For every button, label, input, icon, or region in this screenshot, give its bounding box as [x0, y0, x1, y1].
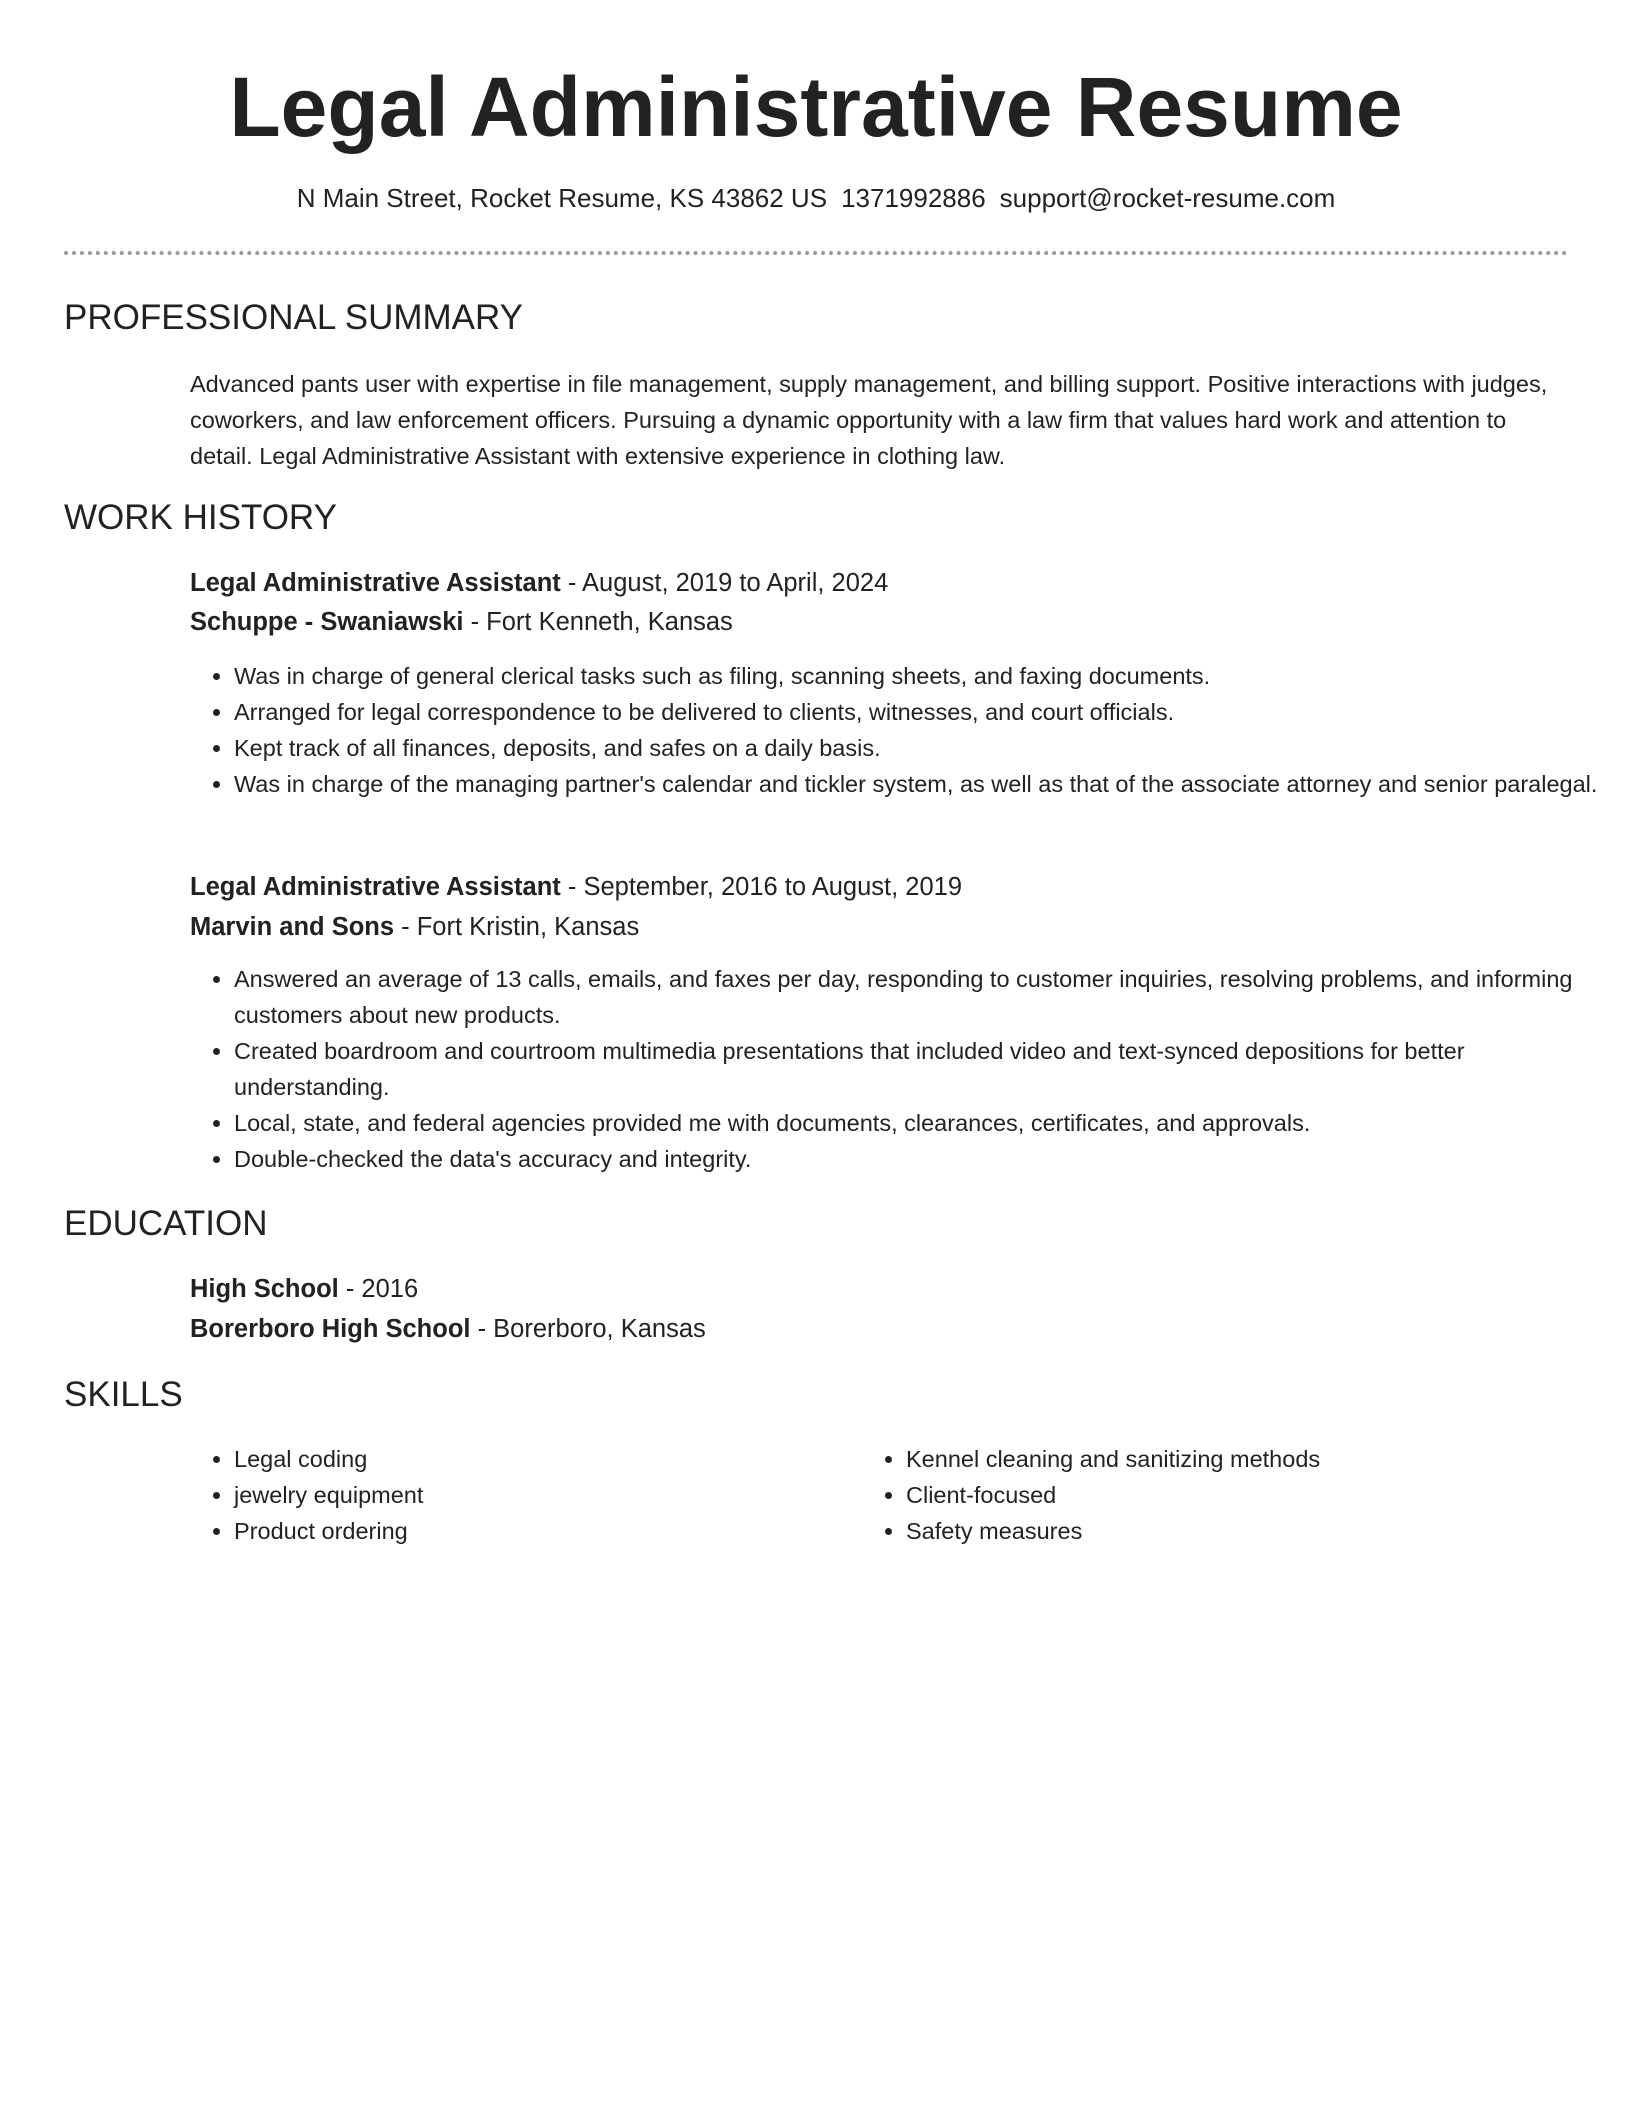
section-title-work-history: WORK HISTORY [64, 498, 337, 537]
list-item: • Was in charge of general clerical tasks such as filing, scanning sheets, and faxing documents. [234, 658, 1614, 694]
job-1-location: - Fort Kenneth, Kansas [463, 608, 733, 636]
skill-item: • Client-focused [906, 1477, 1606, 1513]
list-item: • Was in charge of the managing partner's calendar and tickler system, as well as that of the associate attorney and senior paralegal. [234, 766, 1614, 802]
skill-item: • jewelry equipment [234, 1477, 874, 1513]
summary-text: Advanced pants user with expertise in file management, supply management, and billing support. Positive interactions with judges, coworkers, and law enforcement officers. Pursuing a dynamic opportunity with a law firm that values hard work and attention to detail. Legal Administrative Assistant with extensive experience in clothing law. [190, 371, 1548, 469]
job-2-bullets [190, 961, 1614, 1177]
education-location: - Borerboro, Kansas [470, 1315, 706, 1343]
contact-line [0, 180, 1632, 216]
list-item: • Local, state, and federal agencies provided me with documents, clearances, certificates, and approvals. [234, 1105, 1614, 1141]
list-item: • Created boardroom and courtroom multimedia presentations that included video and text-synced depositions for better understanding. [234, 1033, 1614, 1105]
contact-address: N Main Street, Rocket Resume, KS 43862 US [296, 183, 828, 213]
skills-list-right [862, 1441, 1606, 1549]
job-1-bullets [190, 658, 1614, 802]
skill-item: • Product ordering [234, 1513, 874, 1549]
education-year: - 2016 [338, 1275, 419, 1303]
job-2-location: - Fort Kristin, Kansas [394, 913, 640, 941]
contact-email: support@rocket-resume.com [999, 183, 1336, 213]
job-1-position: Legal Administrative Assistant [190, 569, 561, 597]
section-title-summary: PROFESSIONAL SUMMARY [64, 298, 523, 337]
skills-list-left [190, 1441, 874, 1549]
job-2-company: Marvin and Sons [190, 913, 395, 941]
skill-item: • Kennel cleaning and sanitizing methods [906, 1441, 1606, 1477]
skill-item: • Safety measures [906, 1513, 1606, 1549]
list-item: • Answered an average of 13 calls, emails, and faxes per day, responding to customer inquiries, resolving problems, and informing customers about new products. [234, 961, 1614, 1033]
education-school: Borerboro High School [190, 1315, 471, 1343]
job-1-company: Schuppe - Swaniawski [190, 608, 464, 636]
education-school-line [190, 1311, 706, 1347]
contact-phone: 1371992886 [841, 183, 986, 213]
list-item: • Arranged for legal correspondence to be delivered to clients, witnesses, and court officials. [234, 694, 1614, 730]
job-2-dates: - September, 2016 to August, 2019 [560, 873, 962, 901]
job-1-company-line [190, 604, 733, 640]
job-2-company-line [190, 909, 639, 945]
job-1-title-line [190, 565, 888, 601]
job-1-dates: - August, 2019 to April, 2024 [560, 569, 889, 597]
section-title-skills: SKILLS [64, 1375, 183, 1414]
job-2-title-line [190, 869, 962, 905]
header-divider [64, 251, 1568, 255]
education-degree-line [190, 1271, 418, 1307]
education-degree: High School [190, 1275, 339, 1303]
job-2-position: Legal Administrative Assistant [190, 873, 561, 901]
list-item: • Kept track of all finances, deposits, and safes on a daily basis. [234, 730, 1614, 766]
list-item: • Double-checked the data's accuracy and integrity. [234, 1141, 1614, 1177]
section-title-education: EDUCATION [64, 1204, 268, 1243]
resume-title: Legal Administrative Resume [229, 60, 1403, 154]
skill-item: • Legal coding [234, 1441, 874, 1477]
